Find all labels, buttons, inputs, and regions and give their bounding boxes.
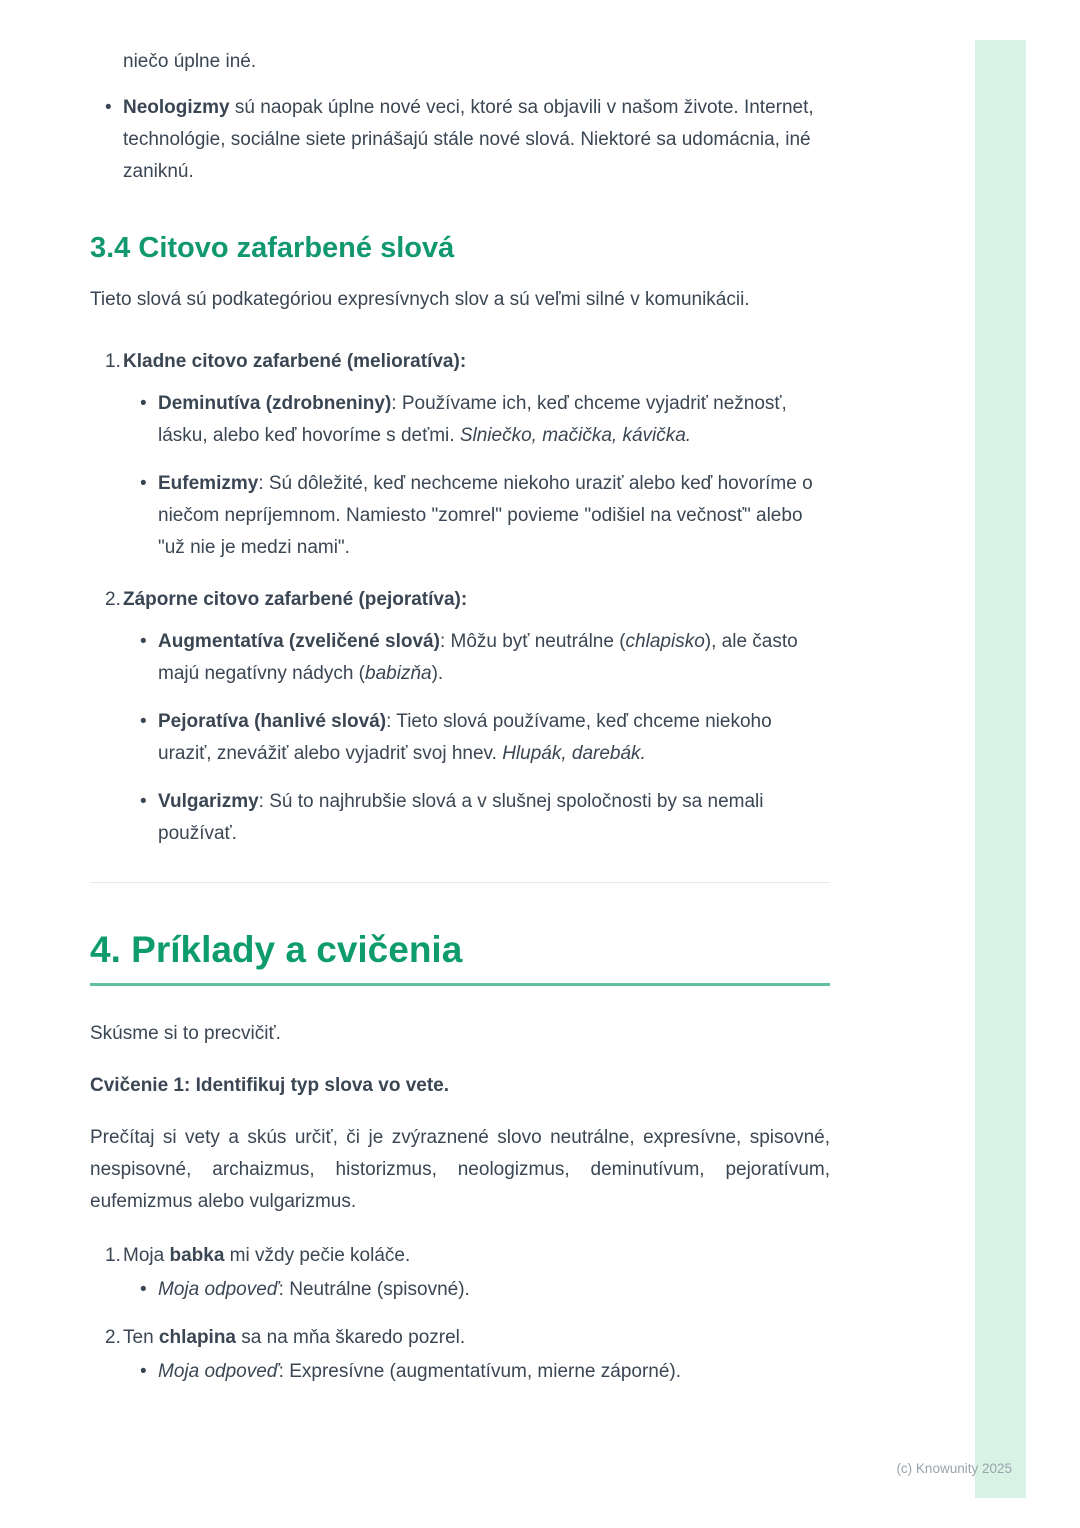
heading-section-4: 4. Príklady a cvičenia <box>90 929 463 970</box>
list-item-deminutiva <box>90 388 830 452</box>
list-item-vulgarizmy <box>90 786 830 850</box>
bullet-icon: • <box>140 1279 147 1300</box>
bullet-icon: • <box>105 97 112 118</box>
list-item-text: Deminutíva (zdrobneniny): Používame ich, keď chceme vyjadriť nežnosť, lásku, alebo keď hovoríme s deťmi. Slniečko, mačička, kávička. <box>158 393 787 446</box>
bullet-icon: • <box>140 631 147 652</box>
exercise-sentence-2 <box>90 1322 830 1354</box>
bullet-icon: • <box>140 393 147 414</box>
exercise-sentence-text: Ten chlapina sa na mňa škaredo pozrel. <box>123 1327 466 1348</box>
document-content <box>90 0 830 1388</box>
list-item-neologizmy <box>90 92 830 188</box>
bullet-icon: • <box>140 473 147 494</box>
exercise-1-title: Cvičenie 1: Identifikuj typ slova vo vete. <box>90 1075 450 1096</box>
exercise-sentence-text: Moja babka mi vždy pečie koláče. <box>123 1245 411 1266</box>
list-item-text: Vulgarizmy: Sú to najhrubšie slová a v slušnej spoločnosti by sa nemali používať. <box>158 791 764 844</box>
list-item-pejorativa-hanlive <box>90 706 830 770</box>
exercise-answer-text: Moja odpoveď: Expresívne (augmentatívum, mierne záporné). <box>158 1361 682 1382</box>
heading-section-3-4: 3.4 Citovo zafarbené slová <box>90 232 455 264</box>
list-item-eufemizmy <box>90 468 830 564</box>
exercise-answer-1 <box>90 1274 830 1306</box>
heading-underline-rule <box>90 983 830 986</box>
ordered-item-title: Záporne citovo zafarbené (pejoratíva): <box>123 589 468 610</box>
section-divider <box>90 882 830 883</box>
section-4-intro: Skúsme si to precvičiť. <box>90 1023 281 1044</box>
exercise-sentence-1 <box>90 1240 830 1272</box>
paragraph-continuation: niečo úplne iné. <box>123 51 257 72</box>
list-item-text: Pejoratíva (hanlivé slová): Tieto slová používame, keď chceme niekoho uraziť, znevážiť alebo vyjadriť svoj hnev. Hlupák, darebák. <box>158 711 772 764</box>
exercise-answer-2 <box>90 1356 830 1388</box>
exercise-answer-text: Moja odpoveď: Neutrálne (spisovné). <box>158 1279 470 1300</box>
list-item-augmentativa <box>90 626 830 690</box>
number-label: 1. <box>105 351 121 372</box>
ordered-item-pejorativa <box>90 584 830 616</box>
number-label: 1. <box>105 1245 121 1266</box>
list-item-text: Eufemizmy: Sú dôležité, keď nechceme niekoho uraziť alebo keď hovoríme o niečom nepríjemnom. Namiesto "zomrel" povieme "odišiel na večnosť" alebo "už nie je medzi nami". <box>158 473 813 558</box>
copyright-footer: (c) Knowunity 2025 <box>896 1461 1012 1476</box>
section-3-4-intro: Tieto slová sú podkategóriou expresívnych slov a sú veľmi silné v komunikácii. <box>90 289 750 310</box>
list-item-text: Augmentatíva (zveličené slová): Môžu byť neutrálne (chlapisko), ale často majú negatívny nádych (babizňa). <box>158 631 798 684</box>
page-edge-stripe <box>975 40 1026 1498</box>
ordered-item-melioratíva <box>90 346 830 378</box>
list-item-text: Neologizmy sú naopak úplne nové veci, ktoré sa objavili v našom živote. Internet, technológie, sociálne siete prinášajú stále nové slová. Niektoré sa udomácnia, iné zaniknú. <box>123 97 814 182</box>
exercise-1-instructions: Prečítaj si vety a skús určiť, či je zvýraznené slovo neutrálne, expresívne, spisovné, nespisovné, archaizmus, historizmus, neologizmus, deminutívum, pejoratívum, eufemizmus alebo vulgarizmus. <box>90 1127 830 1212</box>
number-label: 2. <box>105 1327 121 1348</box>
ordered-item-title: Kladne citovo zafarbené (melioratíva): <box>123 351 467 372</box>
bullet-icon: • <box>140 711 147 732</box>
bullet-icon: • <box>140 1361 147 1382</box>
number-label: 2. <box>105 589 121 610</box>
bullet-icon: • <box>140 791 147 812</box>
